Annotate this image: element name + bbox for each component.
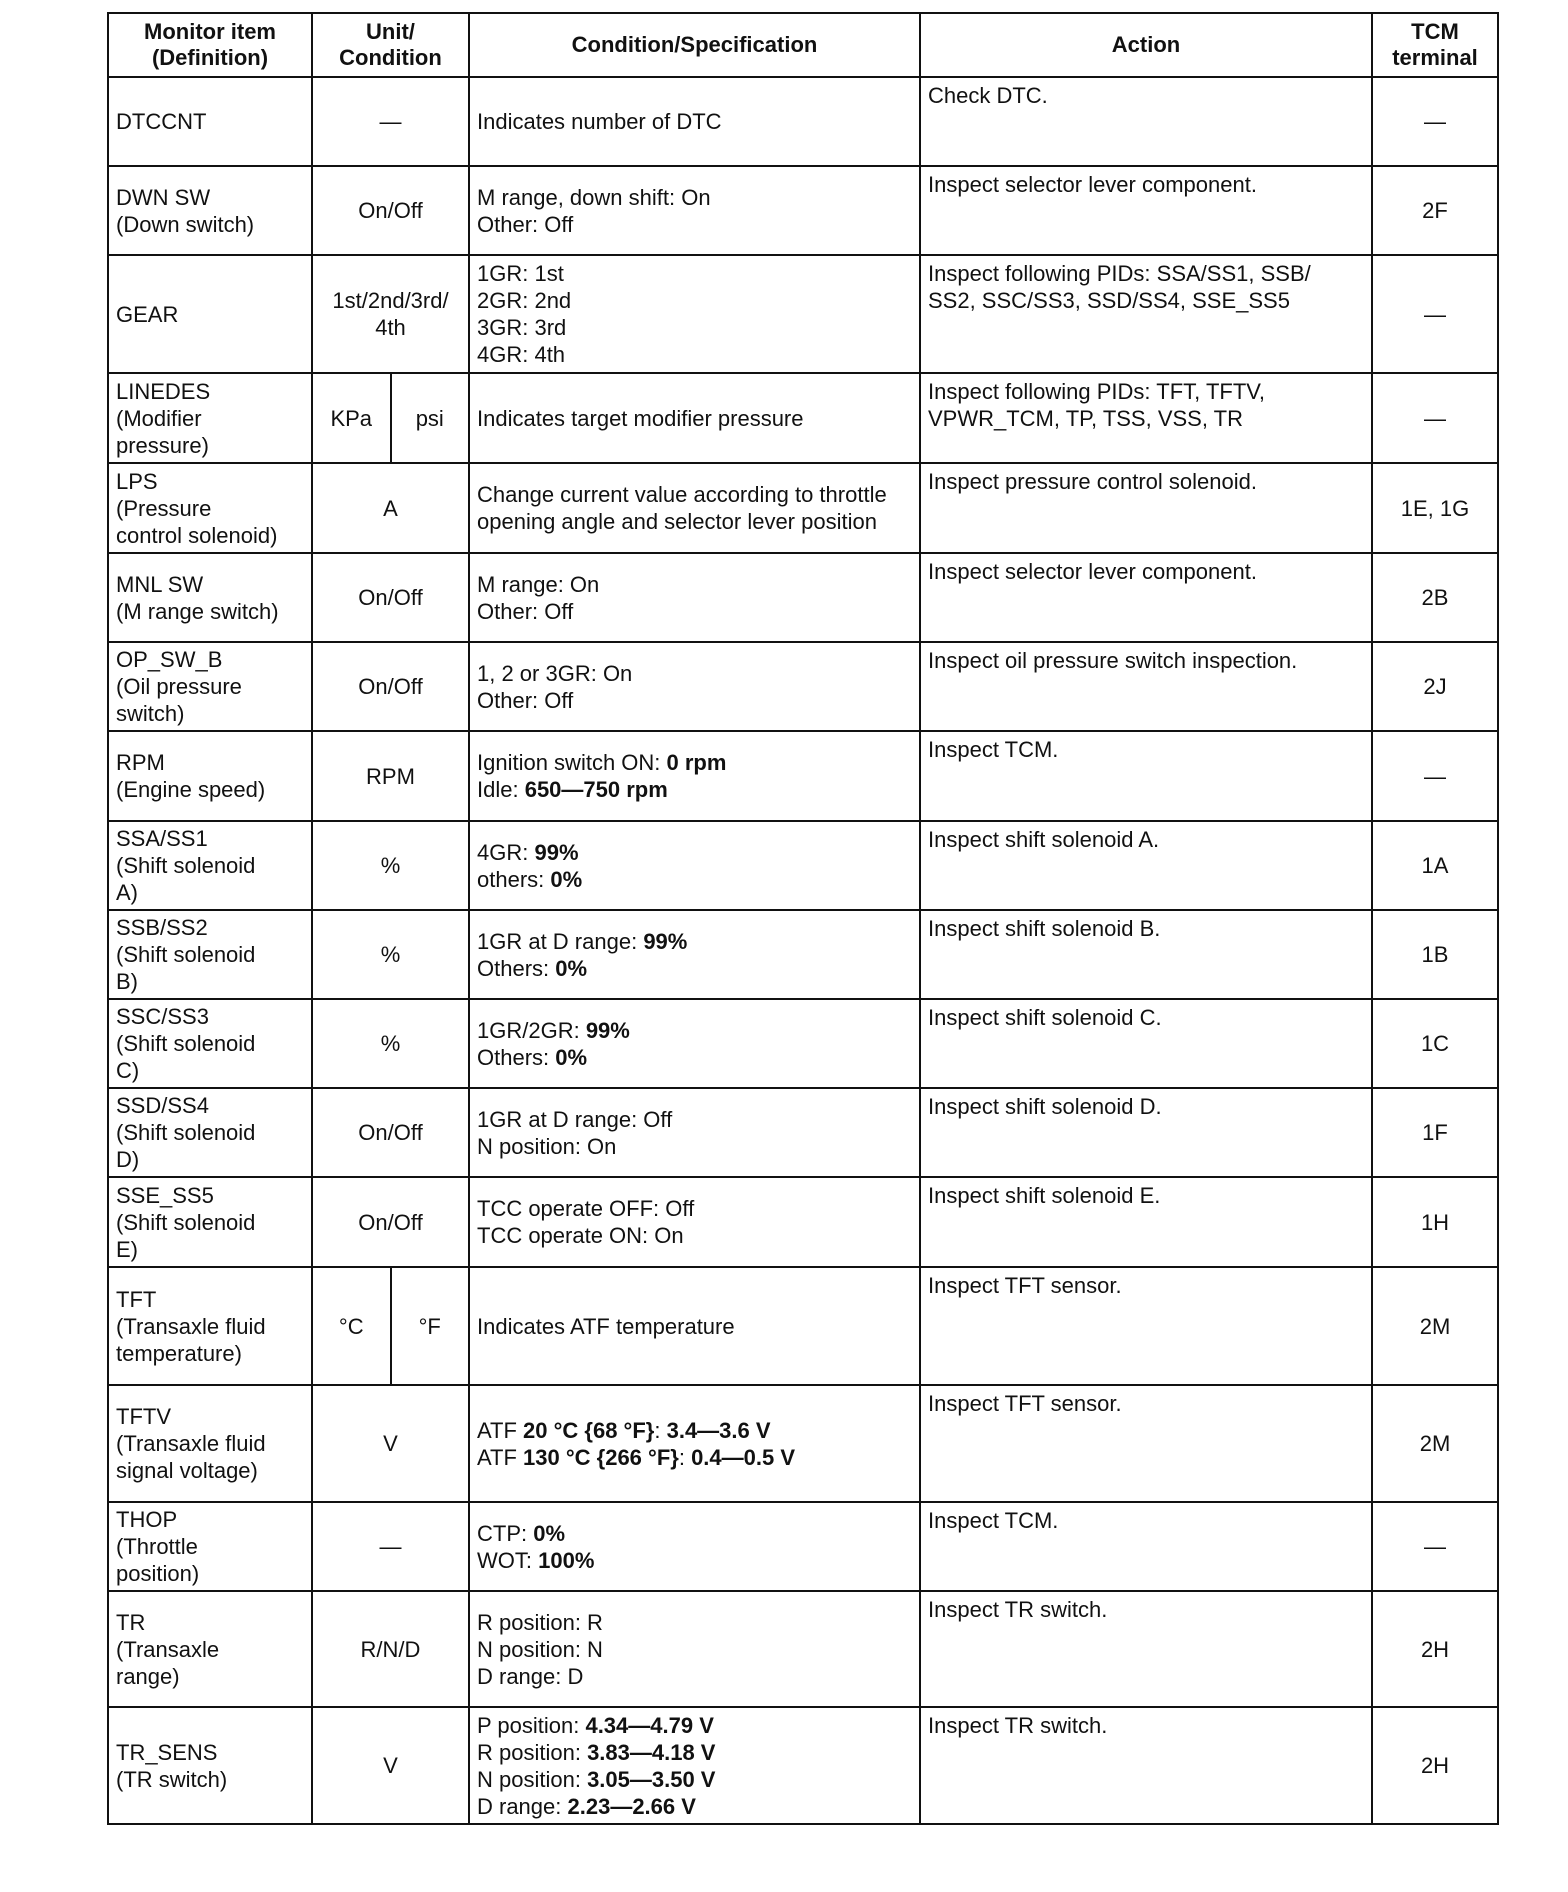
unit-value: % <box>380 1031 401 1056</box>
condition-cell <box>469 1177 920 1267</box>
tcm-terminal-cell: 1E, 1G <box>1372 463 1498 553</box>
unit-value: On/Off <box>358 674 423 699</box>
unit-cell <box>312 731 469 821</box>
condition-cell <box>469 1267 920 1385</box>
condition-cell <box>469 1591 920 1707</box>
condition-text: Idle: <box>477 777 525 802</box>
action-cell: Inspect shift solenoid D. <box>920 1088 1372 1177</box>
item-name: SSB/SS2 <box>116 915 208 940</box>
item-name: DWN SW <box>116 184 211 210</box>
item-definition: range) <box>116 1663 180 1689</box>
monitor-item-cell <box>108 1707 312 1824</box>
item-name: SSA/SS1 <box>116 826 208 851</box>
condition-cell <box>469 553 920 642</box>
table-row <box>108 999 1498 1088</box>
condition-line <box>477 1793 912 1820</box>
action-cell: Inspect following PIDs: TFT, TFTV, VPWR_TCM, TP, TSS, VSS, TR <box>920 373 1372 463</box>
tcm-terminal-cell: 2F <box>1372 166 1498 255</box>
table-row <box>108 553 1498 642</box>
condition-cell <box>469 1385 920 1502</box>
unit-value: RPM <box>366 763 415 789</box>
condition-line <box>477 405 912 432</box>
action-cell: Inspect TFT sensor. <box>920 1385 1372 1502</box>
item-definition: C) <box>116 1058 140 1083</box>
condition-value: 0% <box>555 955 588 981</box>
action-cell: Inspect selector lever component. <box>920 166 1372 255</box>
condition-line <box>477 749 912 776</box>
condition-value: 4.34—4.79 V <box>585 1712 714 1738</box>
item-name: DTCCNT <box>116 109 207 134</box>
tcm-terminal-cell: 1C <box>1372 999 1498 1088</box>
item-definition: (Oil pressure <box>116 674 242 699</box>
item-definition: (Transaxle <box>116 1636 220 1662</box>
item-name: TFTV <box>116 1404 171 1429</box>
table-row <box>108 1591 1498 1707</box>
item-definition: D) <box>116 1147 140 1172</box>
condition-line <box>477 571 912 598</box>
monitor-item-cell <box>108 1502 312 1591</box>
monitor-item-cell <box>108 642 312 731</box>
monitor-item-cell <box>108 1591 312 1707</box>
action-cell: Inspect shift solenoid E. <box>920 1177 1372 1267</box>
condition-cell <box>469 1088 920 1177</box>
item-name: LPS <box>116 468 158 494</box>
unit-value: On/Off <box>358 198 423 223</box>
item-name: MNL SW <box>116 571 204 597</box>
tcm-terminal-cell: — <box>1372 731 1498 821</box>
condition-text: Other: Off <box>477 687 574 713</box>
condition-line <box>477 928 912 955</box>
condition-text: CTP: <box>477 1520 534 1546</box>
unit-value: % <box>380 942 401 967</box>
condition-text: Ignition switch ON: <box>477 750 667 775</box>
item-definition: (Shift solenoid <box>116 942 256 967</box>
item-definition: B) <box>116 969 138 994</box>
monitor-item-cell <box>108 373 312 463</box>
item-definition: signal voltage) <box>116 1458 258 1483</box>
condition-line <box>477 1017 912 1044</box>
unit-value: V <box>383 1753 398 1778</box>
condition-text: 1GR/2GR: <box>477 1017 586 1043</box>
action-cell: Inspect TFT sensor. <box>920 1267 1372 1385</box>
action-cell: Inspect following PIDs: SSA/SS1, SSB/ SS2, SSC/SS3, SSD/SS4, SSE_SS5 <box>920 255 1372 373</box>
condition-text: : <box>678 1444 692 1470</box>
header-unit: Unit/ Condition <box>312 13 469 77</box>
item-name: SSD/SS4 <box>116 1093 209 1118</box>
condition-text: ATF <box>477 1444 524 1470</box>
unit-value: A <box>383 495 398 521</box>
unit-value: °F <box>390 1268 469 1384</box>
unit-value: — <box>379 1534 402 1559</box>
condition-text: Indicates target modifier pressure <box>477 405 804 431</box>
condition-text: N position: <box>477 1766 588 1792</box>
tcm-terminal-cell: — <box>1372 1502 1498 1591</box>
condition-cell <box>469 77 920 166</box>
unit-cell <box>312 999 469 1088</box>
table-row <box>108 910 1498 999</box>
monitor-item-cell <box>108 1177 312 1267</box>
unit-cell <box>312 1707 469 1824</box>
item-name: SSC/SS3 <box>116 1004 209 1029</box>
condition-cell <box>469 999 920 1088</box>
condition-text: : <box>654 1417 667 1443</box>
condition-text: N position: On <box>477 1133 617 1159</box>
condition-text: P position: <box>477 1712 586 1738</box>
tcm-terminal-cell: 1B <box>1372 910 1498 999</box>
item-name: GEAR <box>116 301 179 327</box>
condition-value: 3.83—4.18 V <box>587 1739 716 1765</box>
item-definition: (Transaxle fluid <box>116 1313 266 1339</box>
header-monitor-item: Monitor item (Definition) <box>108 13 312 77</box>
monitor-item-cell <box>108 731 312 821</box>
monitor-item-cell <box>108 255 312 373</box>
item-definition: (Throttle <box>116 1534 198 1559</box>
header-row <box>108 13 1498 77</box>
condition-cell <box>469 731 920 821</box>
condition-line <box>477 1712 912 1739</box>
condition-text: R position: R <box>477 1609 603 1635</box>
item-definition: (Pressure <box>116 495 212 521</box>
action-cell: Inspect TCM. <box>920 1502 1372 1591</box>
condition-value: 2.23—2.66 V <box>567 1793 696 1819</box>
item-definition: (Modifier <box>116 405 202 431</box>
condition-line <box>477 1044 912 1071</box>
condition-line <box>477 866 912 893</box>
table-row <box>108 1177 1498 1267</box>
condition-text: 1GR: 1st <box>477 261 564 286</box>
condition-text: Other: Off <box>477 211 574 237</box>
condition-text: 1GR at D range: Off <box>477 1106 673 1132</box>
condition-text: M range: On <box>477 571 600 597</box>
monitor-item-cell <box>108 166 312 255</box>
item-definition: (Transaxle fluid <box>116 1431 266 1456</box>
monitor-item-cell <box>108 821 312 910</box>
item-name: TR <box>116 1609 146 1635</box>
condition-text: Change current value according to throttle opening angle and selector lever position <box>477 482 887 534</box>
condition-cell <box>469 1707 920 1824</box>
item-definition: (TR switch) <box>116 1766 228 1792</box>
condition-value: 0 rpm <box>666 750 727 775</box>
condition-line <box>477 314 912 341</box>
condition-text: Indicates ATF temperature <box>477 1313 735 1339</box>
tcm-terminal-cell: 2J <box>1372 642 1498 731</box>
action-cell: Inspect TCM. <box>920 731 1372 821</box>
condition-text: 2GR: 2nd <box>477 288 572 313</box>
unit-cell <box>312 1177 469 1267</box>
condition-line <box>477 1663 912 1690</box>
item-definition: temperature) <box>116 1340 242 1366</box>
monitor-item-cell <box>108 1267 312 1385</box>
condition-text: 1, 2 or 3GR: On <box>477 660 633 686</box>
condition-cell <box>469 821 920 910</box>
unit-cell <box>312 821 469 910</box>
condition-text: others: <box>477 866 551 892</box>
action-cell: Inspect shift solenoid C. <box>920 999 1372 1088</box>
condition-text: 1GR at D range: <box>477 928 644 954</box>
condition-line <box>477 1222 912 1249</box>
condition-line <box>477 108 912 135</box>
condition-line <box>477 211 912 238</box>
condition-line <box>477 1636 912 1663</box>
item-definition: pressure) <box>116 432 209 458</box>
table-row <box>108 1267 1498 1385</box>
condition-cell <box>469 255 920 373</box>
condition-text: ATF <box>477 1417 524 1443</box>
monitor-item-cell <box>108 1385 312 1502</box>
unit-cell <box>312 1088 469 1177</box>
monitor-item-table <box>107 12 1499 1825</box>
condition-text: TCC operate OFF: Off <box>477 1196 695 1221</box>
condition-text: WOT: <box>477 1547 539 1573</box>
condition-line <box>477 1739 912 1766</box>
monitor-item-cell <box>108 999 312 1088</box>
item-name: TFT <box>116 1286 157 1312</box>
item-definition: position) <box>116 1561 200 1586</box>
table-row <box>108 1088 1498 1177</box>
monitor-item-cell <box>108 77 312 166</box>
unit-value: — <box>379 109 402 134</box>
condition-text: 4GR: <box>477 839 535 865</box>
condition-text: R position: <box>477 1739 588 1765</box>
condition-value: 650—750 rpm <box>524 777 668 802</box>
condition-cell <box>469 1502 920 1591</box>
condition-value: 130 °C {266 °F} <box>523 1444 679 1470</box>
item-definition: E) <box>116 1236 138 1262</box>
condition-line <box>477 1417 912 1444</box>
condition-line <box>477 341 912 368</box>
condition-text: Others: <box>477 1044 556 1070</box>
tcm-terminal-cell: 2M <box>1372 1267 1498 1385</box>
condition-value: 99% <box>643 928 688 954</box>
condition-text: 3GR: 3rd <box>477 315 567 340</box>
unit-cell <box>312 463 469 553</box>
unit-cell <box>312 642 469 731</box>
tcm-terminal-cell: 2H <box>1372 1707 1498 1824</box>
condition-cell <box>469 166 920 255</box>
table-row <box>108 642 1498 731</box>
condition-value: 100% <box>538 1547 595 1573</box>
item-definition: (Shift solenoid <box>116 1209 256 1235</box>
item-definition: (Shift solenoid <box>116 1031 256 1056</box>
condition-text: Other: Off <box>477 598 574 624</box>
unit-cell <box>312 1267 469 1385</box>
table-row <box>108 166 1498 255</box>
condition-line <box>477 287 912 314</box>
monitor-item-cell <box>108 463 312 553</box>
condition-line <box>477 1547 912 1574</box>
table-row <box>108 255 1498 373</box>
condition-value: 0% <box>555 1044 588 1070</box>
action-cell: Inspect shift solenoid A. <box>920 821 1372 910</box>
item-definition: (Shift solenoid <box>116 1120 256 1145</box>
condition-value: 99% <box>534 839 579 865</box>
unit-cell <box>312 166 469 255</box>
table-row <box>108 1502 1498 1591</box>
table-row <box>108 373 1498 463</box>
tcm-terminal-cell: — <box>1372 255 1498 373</box>
condition-line <box>477 184 912 211</box>
table-row <box>108 1385 1498 1502</box>
unit-cell <box>312 910 469 999</box>
condition-text: D range: D <box>477 1663 584 1689</box>
table-row <box>108 77 1498 166</box>
table-row <box>108 731 1498 821</box>
header-action: Action <box>920 13 1372 77</box>
unit-cell <box>312 77 469 166</box>
condition-value: 0% <box>533 1520 566 1546</box>
action-cell: Inspect oil pressure switch inspection. <box>920 642 1372 731</box>
condition-value: 3.05—3.50 V <box>587 1766 716 1792</box>
item-name: SSE_SS5 <box>116 1182 214 1208</box>
condition-value: 99% <box>585 1017 630 1043</box>
action-cell: Inspect TR switch. <box>920 1707 1372 1824</box>
condition-line <box>477 955 912 982</box>
unit-cell <box>312 1385 469 1502</box>
condition-line <box>477 1609 912 1636</box>
table-row <box>108 821 1498 910</box>
tcm-terminal-cell: — <box>1372 77 1498 166</box>
action-cell: Inspect pressure control solenoid. <box>920 463 1372 553</box>
condition-value: 0.4—0.5 V <box>691 1444 796 1470</box>
action-cell: Inspect TR switch. <box>920 1591 1372 1707</box>
unit-cell <box>312 373 469 463</box>
action-cell: Check DTC. <box>920 77 1372 166</box>
unit-value: On/Off <box>358 1209 423 1235</box>
item-name: RPM <box>116 750 165 775</box>
unit-value: °C <box>338 1313 364 1339</box>
item-definition: A) <box>116 880 138 905</box>
monitor-item-cell <box>108 1088 312 1177</box>
condition-text: TCC operate ON: On <box>477 1223 684 1248</box>
condition-text: M range, down shift: On <box>477 184 711 210</box>
condition-cell <box>469 463 920 553</box>
unit-value: R/N/D <box>360 1636 421 1662</box>
tcm-terminal-cell: 1F <box>1372 1088 1498 1177</box>
tcm-terminal-cell: 1H <box>1372 1177 1498 1267</box>
header-tcm-terminal: TCM terminal <box>1372 13 1498 77</box>
condition-text: D range: <box>477 1793 568 1819</box>
condition-line <box>477 1444 912 1471</box>
unit-value: V <box>383 1431 398 1456</box>
condition-line <box>477 598 912 625</box>
tcm-terminal-cell: — <box>1372 373 1498 463</box>
unit-value: On/Off <box>358 1120 423 1145</box>
condition-text: Indicates number of DTC <box>477 109 722 134</box>
condition-line <box>477 1520 912 1547</box>
tcm-terminal-cell: 2H <box>1372 1591 1498 1707</box>
condition-text: N position: N <box>477 1636 603 1662</box>
item-name: LINEDES <box>116 378 211 404</box>
unit-value: On/Off <box>358 585 423 610</box>
unit-value: KPa <box>330 405 373 431</box>
header-condition: Condition/Specification <box>469 13 920 77</box>
item-definition: (M range switch) <box>116 598 279 624</box>
unit-value: 1st/2nd/3rd/ 4th <box>332 288 449 340</box>
condition-cell <box>469 373 920 463</box>
condition-text: Others: <box>477 955 556 981</box>
unit-value: % <box>380 853 401 878</box>
item-definition: (Down switch) <box>116 211 255 237</box>
condition-value: 0% <box>550 866 583 892</box>
item-definition: (Shift solenoid <box>116 853 256 878</box>
monitor-item-cell <box>108 553 312 642</box>
item-definition: (Engine speed) <box>116 777 266 802</box>
condition-cell <box>469 910 920 999</box>
tcm-terminal-cell: 1A <box>1372 821 1498 910</box>
unit-cell <box>312 553 469 642</box>
action-cell: Inspect shift solenoid B. <box>920 910 1372 999</box>
condition-line <box>477 1313 912 1340</box>
condition-line <box>477 1106 912 1133</box>
condition-line <box>477 1766 912 1793</box>
action-cell: Inspect selector lever component. <box>920 553 1372 642</box>
condition-line <box>477 260 912 287</box>
item-definition: switch) <box>116 701 185 726</box>
condition-value: 20 °C {68 °F} <box>523 1417 655 1443</box>
unit-cell <box>312 1591 469 1707</box>
condition-line <box>477 1133 912 1160</box>
condition-line <box>477 481 912 535</box>
unit-cell <box>312 1502 469 1591</box>
condition-line <box>477 687 912 714</box>
condition-cell <box>469 642 920 731</box>
tcm-terminal-cell: 2M <box>1372 1385 1498 1502</box>
condition-line <box>477 660 912 687</box>
table-row <box>108 1707 1498 1824</box>
item-definition: control solenoid) <box>116 522 278 548</box>
tcm-terminal-cell: 2B <box>1372 553 1498 642</box>
unit-cell <box>312 255 469 373</box>
item-name: TR_SENS <box>116 1739 218 1765</box>
item-name: THOP <box>116 1507 178 1532</box>
condition-value: 3.4—3.6 V <box>666 1417 771 1443</box>
condition-line <box>477 776 912 803</box>
condition-line <box>477 839 912 866</box>
item-name: OP_SW_B <box>116 647 223 672</box>
unit-value: psi <box>390 374 469 462</box>
condition-line <box>477 1195 912 1222</box>
monitor-item-cell <box>108 910 312 999</box>
table-row <box>108 463 1498 553</box>
condition-text: 4GR: 4th <box>477 342 566 367</box>
